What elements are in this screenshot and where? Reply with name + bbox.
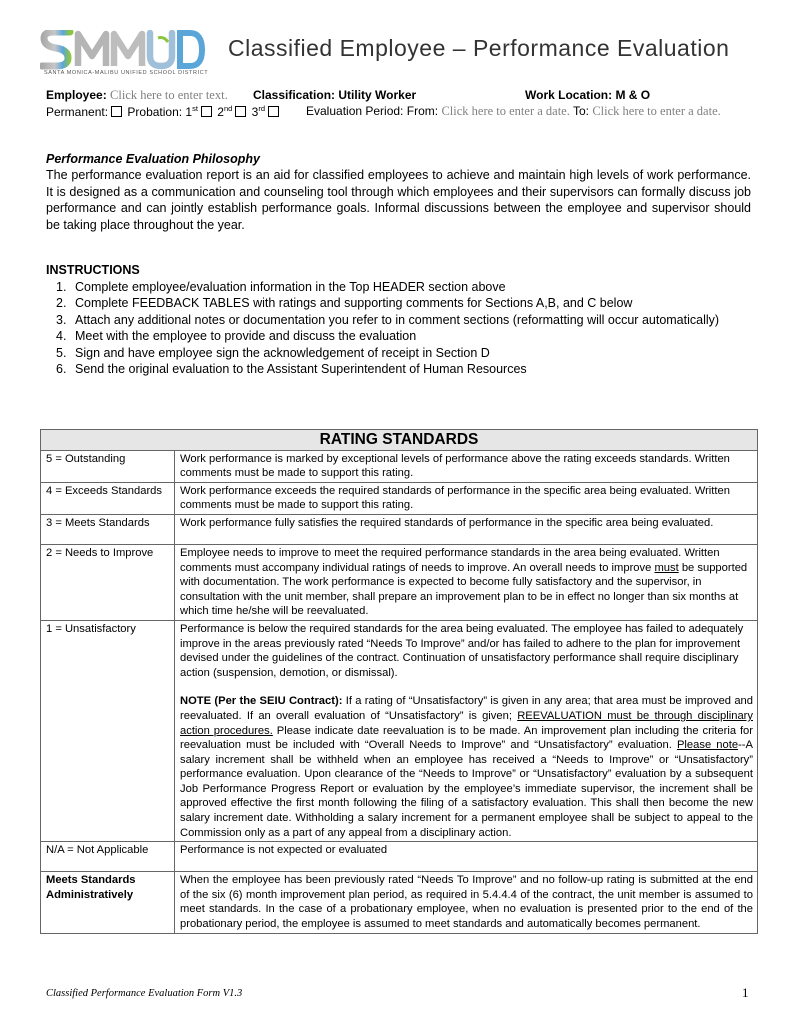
probation-3rd-checkbox[interactable]: [268, 106, 279, 117]
third-suffix: rd: [258, 104, 266, 113]
philosophy-heading: Performance Evaluation Philosophy: [46, 152, 260, 166]
instructions-list: [56, 279, 756, 377]
probation-label: Probation: 1: [127, 105, 193, 119]
third-label: 3: [251, 105, 259, 119]
classification-row: [253, 88, 416, 102]
to-label: To:: [572, 104, 589, 118]
employee-row: [46, 88, 228, 103]
first-suffix: st: [192, 104, 198, 113]
to-date-input[interactable]: Click here to enter a date.: [592, 104, 721, 118]
instruction-item: 4. Meet with the employee to provide and discuss the evaluation: [56, 329, 417, 344]
rating-label: Meets Standards Administratively: [41, 872, 175, 933]
location-row: [525, 88, 650, 102]
rating-label: 3 = Meets Standards: [41, 514, 175, 544]
philosophy-text: The performance evaluation report is an aid for classified employees to achieve and maintain high levels of work performance. It is designed as a communication and counseling tool through which employees and their supervisors can formally discuss job performance and can jointly establish performance goals. Informal discussions between the employee and supervisor should be taking place throughout the year.: [46, 168, 751, 232]
rating-standards-table: [40, 429, 758, 934]
rating-description: Work performance is marked by exceptional levels of performance above the rating exceeds standards. Written comments must be made to support this rating.: [175, 450, 758, 482]
permanent-label: Permanent:: [46, 105, 109, 119]
from-date-input[interactable]: Click here to enter a date.: [441, 104, 570, 118]
probation-1st-checkbox[interactable]: [201, 106, 212, 117]
employee-input[interactable]: Click here to enter text.: [110, 88, 228, 102]
seiu-note: NOTE (Per the SEIU Contract): If a rating of “Unsatisfactory” is given in any area; that area must be improved and reevaluated. If an overall evaluation of “Unsatisfactory” is given; REEVALUATION must be through disciplinary action procedures. Please indicate date reevaluation is to be made. An improvement plan including the criteria for reevaluation must be included with “Overall Needs to Improve” and “Unsatisfactory” evaluation. Please note--A salary increment shall be withheld when an employee has received a “Needs to Improve” or “Unsatisfactory” performance evaluation. Upon clearance of the “Needs to Improve” or “Unsatisfactory” evaluation by a subsequent Job Performance Progress Report or evaluation by the employee’s immediate supervisor, the increment shall be approved effective the first month following the filing of a satisfactory evaluation. This shall then become the new salary increment date. Withholding a salary increment for a permanent employee shall be subject to appeal to the Commission only as a part of any appeal from a disciplinary action.: [180, 695, 754, 839]
table-row: [41, 842, 758, 872]
page-number: 1: [742, 985, 749, 1000]
rating-description: Work performance fully satisfies the required standards of performance in the specific area being evaluated.: [175, 514, 758, 544]
rating-description: Employee needs to improve to meet the required performance standards in the area being evaluated. Written comments must accompany individual ratings of needs to improve. An overall needs to improve must be supported with documentation. The work performance is expected to become fully satisfactory and the supervisor, in consultation with the unit member, shall prepare an improvement plan to be in effect no longer than six months at which time he/she will be reevaluated.: [175, 544, 758, 620]
table-row: [41, 514, 758, 544]
table-row: [41, 620, 758, 841]
district-logo: [40, 30, 209, 80]
rating-description: Performance is below the required standards for the area being evaluated. The employee has failed to adequately improve in the areas previously rated “Needs To Improve” and/or has failed to adhere to the plan for improvement devised under the guidelines of the contract. Continuation of unsatisfactory performance shall require disciplinary action (suspension, demotion, or dismissal). NOTE (Per the SEIU Contract): If a rating of “Unsatisfactory” is given in any area; that area must be improved and reevaluated. If an overall evaluation of “Unsatisfactory” is given; REEVALUATION must be through disciplinary action procedures. Please indicate date reevaluation is to be made. An improvement plan including the criteria for reevaluation must be included with “Overall Needs to Improve” and “Unsatisfactory” evaluation. Please note--A salary increment shall be withheld when an employee has received a “Needs to Improve” or “Unsatisfactory” performance evaluation. Upon clearance of the “Needs to Improve” or “Unsatisfactory” evaluation by a subsequent Job Performance Progress Report or evaluation by the employee’s immediate supervisor, the increment shall be approved effective the first month following the filing of a satisfactory evaluation. This shall then become the new salary increment date. Withholding a salary increment for a permanent employee shall be subject to appeal to the Commission only as a part of any appeal from a disciplinary action.: [175, 620, 758, 841]
permanent-checkbox[interactable]: [111, 106, 122, 117]
classification-value: Utility Worker: [338, 88, 417, 102]
instruction-item: 6. Send the original evaluation to the Assistant Superintendent of Human Resources: [56, 362, 527, 377]
table-row: [41, 872, 758, 933]
instructions-heading: INSTRUCTIONS: [46, 263, 140, 277]
probation-2nd-checkbox[interactable]: [235, 106, 246, 117]
status-row: [46, 104, 281, 119]
rating-label: 1 = Unsatisfactory: [41, 620, 175, 841]
logo-wordmark-graphic: [40, 30, 205, 70]
instruction-item: 3. Attach any additional notes or documentation you refer to in comment sections (reformatting will occur automatically): [56, 312, 720, 327]
period-row: [306, 104, 721, 119]
rating-label: 4 = Exceeds Standards: [41, 482, 175, 514]
period-label: Evaluation Period:: [306, 104, 404, 118]
table-row: [41, 482, 758, 514]
location-label: Work Location:: [525, 88, 613, 102]
rating-description: Performance is not expected or evaluated: [175, 842, 758, 872]
logo-subtitle: SANTA MONICA-MALIBU UNIFIED SCHOOL DISTRICT: [44, 70, 209, 76]
rating-label: 5 = Outstanding: [41, 450, 175, 482]
rating-label: 2 = Needs to Improve: [41, 544, 175, 620]
second-suffix: nd: [223, 104, 233, 113]
rating-description: When the employee has been previously rated “Needs To Improve” and no follow-up rating is submitted at the end of the six (6) month improvement plan period, as required in 5.4.4.4 of the contract, the unit member is assumed to meet standards. In the case of a probationary employee, when no evaluation is presented prior to the end of the probationary period, the employee is assumed to meet standards and automatically becomes permanent.: [175, 872, 758, 933]
rating-label: N/A = Not Applicable: [41, 842, 175, 872]
footer-form-name: Classified Performance Evaluation Form V1.3: [46, 988, 243, 999]
instruction-item: 5. Sign and have employee sign the acknowledgement of receipt in Section D: [56, 345, 490, 360]
classification-label: Classification:: [253, 88, 336, 102]
page-title: Classified Employee – Performance Evaluation: [228, 35, 730, 61]
instruction-item: 2. Complete FEEDBACK TABLES with ratings and supporting comments for Sections A,B, and C below: [56, 296, 633, 311]
rating-description: Work performance exceeds the required standards of performance in the specific area being evaluated. Written comments must be made to support this rating.: [175, 482, 758, 514]
instruction-item: 1. Complete employee/evaluation information in the Top HEADER section above: [56, 280, 506, 294]
table-row: [41, 544, 758, 620]
rating-table-heading: RATING STANDARDS: [41, 430, 758, 451]
employee-label: Employee:: [46, 88, 107, 102]
from-label: From:: [406, 104, 439, 118]
second-label: 2: [217, 105, 224, 119]
location-value: M & O: [615, 88, 651, 102]
table-row: [41, 450, 758, 482]
